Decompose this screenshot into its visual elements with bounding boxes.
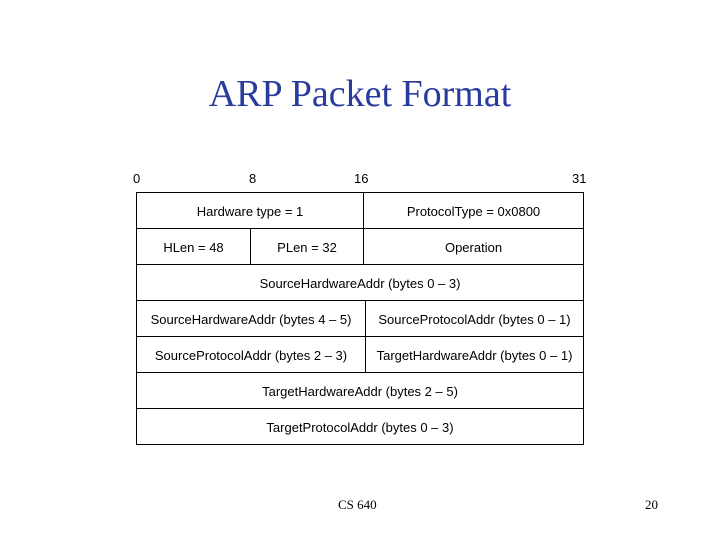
packet-row-source-proto-target-hw [137, 336, 583, 372]
bit-marker-0: 0 [133, 171, 141, 186]
packet-row-source-hw-proto [137, 300, 583, 336]
packet-row-target-proto-addr [137, 408, 583, 444]
target-hardware-addr-2-5-field: TargetHardwareAddr (bytes 2 – 5) [262, 383, 458, 399]
packet-row-hardware-protocol-type [137, 192, 583, 228]
source-protocol-addr-2-3-field: SourceProtocolAddr (bytes 2 – 3) [154, 347, 348, 363]
page-number: 20 [645, 497, 658, 512]
hardware-type-field: Hardware type = 1 [196, 203, 304, 219]
arp-packet-diagram [136, 192, 584, 445]
target-protocol-addr-0-3-field: TargetProtocolAddr (bytes 0 – 3) [266, 419, 454, 435]
bit-marker-31: 31 [572, 171, 587, 186]
plen-field: PLen = 32 [277, 239, 337, 255]
operation-field: Operation [444, 239, 503, 255]
bit-marker-8: 8 [249, 171, 257, 186]
packet-row-lengths-operation [137, 228, 583, 264]
source-hardware-addr-4-5-field: SourceHardwareAddr (bytes 4 – 5) [150, 311, 352, 327]
bit-marker-16: 16 [354, 171, 369, 186]
course-label: CS 640 [338, 497, 377, 512]
target-hardware-addr-0-1-field: TargetHardwareAddr (bytes 0 – 1) [376, 347, 573, 363]
packet-row-target-hw-addr-2-5 [137, 372, 583, 408]
protocol-type-field: ProtocolType = 0x0800 [406, 203, 541, 219]
source-protocol-addr-0-1-field: SourceProtocolAddr (bytes 0 – 1) [378, 311, 571, 327]
packet-row-source-hw-addr-0-3 [137, 264, 583, 300]
source-hardware-addr-0-3-field: SourceHardwareAddr (bytes 0 – 3) [259, 275, 461, 291]
slide-title: ARP Packet Format [208, 73, 512, 115]
hlen-field: HLen = 48 [163, 239, 224, 255]
